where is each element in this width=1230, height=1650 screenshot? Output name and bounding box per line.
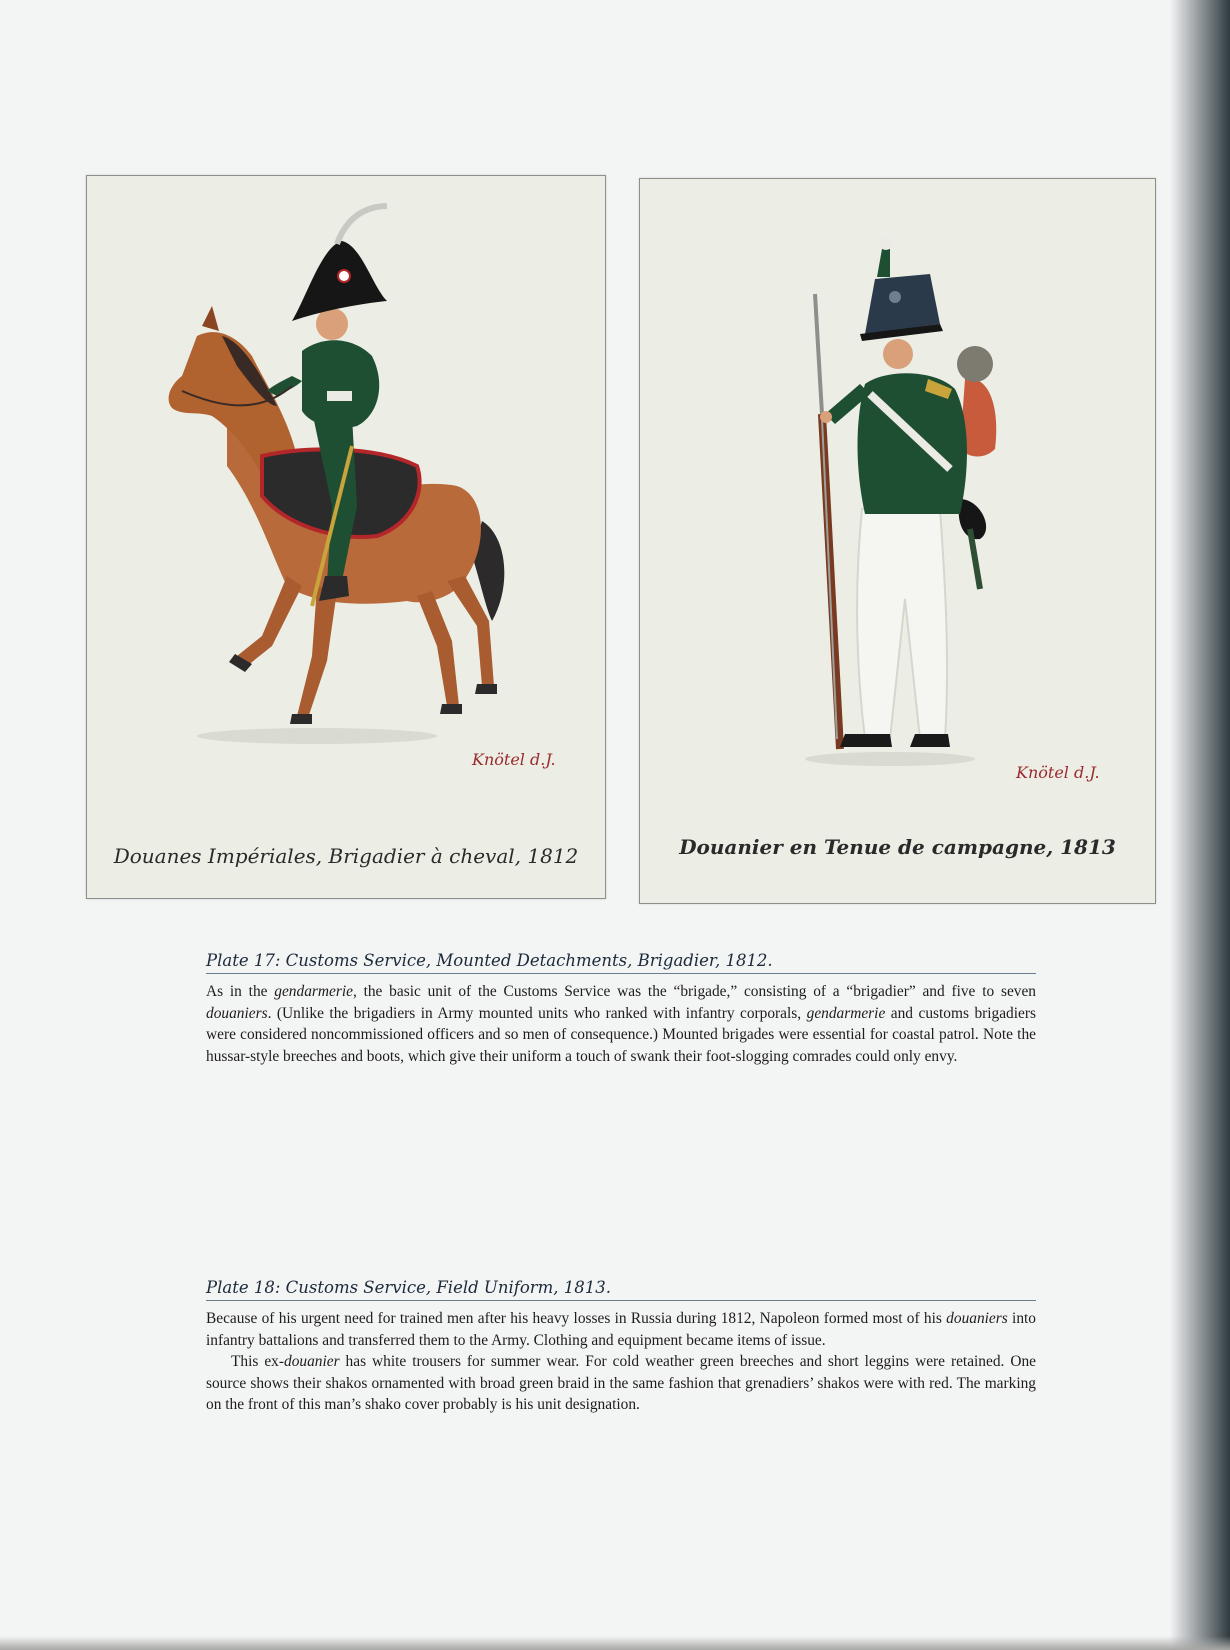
douanier-field-uniform-drawing	[640, 179, 1155, 903]
mounted-brigadier-drawing	[87, 176, 605, 898]
italic-term: douaniers	[946, 1310, 1008, 1327]
italic-term: gendarmerie	[274, 983, 353, 1000]
page-bottom-edge	[0, 1636, 1230, 1650]
book-gutter-shadow	[1170, 0, 1230, 1650]
italic-term: douanier	[284, 1353, 340, 1370]
plate-18-caption-heading: Plate 18: Customs Service, Field Uniform, 1813.	[206, 1278, 1036, 1301]
italic-term: douaniers	[206, 1004, 268, 1022]
plate-17-illustration	[86, 175, 606, 899]
italic-term: gendarmerie	[806, 1004, 886, 1022]
plate-17-caption	[206, 951, 1036, 1067]
artist-signature: Knötel d.J.	[1016, 763, 1100, 782]
caption-paragraph: Because of his urgent need for trained men after his heavy losses in Russia during 1812, Napoleon formed most of his douaniers into infantry battalions and transferred them to the Army. Clothing and equipment became items of issue.	[206, 1310, 1036, 1349]
caption-paragraph: This ex-douanier has white trousers for summer wear. For cold weather green breeches and short leggins were retained. One source shows their shakos ornamented with broad green braid in the same fashion that grenadiers’ shakos were with red. The marking on the front of this man’s shako cover probably is his unit designation.	[206, 1353, 1036, 1413]
plate-17-title: Douanes Impériales, Brigadier à cheval, 1812	[113, 844, 579, 868]
artist-signature: Knötel d.J.	[472, 750, 556, 769]
plate-18-caption	[206, 1278, 1036, 1416]
plate-17-caption-heading: Plate 17: Customs Service, Mounted Detachments, Brigadier, 1812.	[206, 951, 1036, 974]
caption-paragraph: As in the gendarmerie, the basic unit of the Customs Service was the “brigade,” consisting of a “brigadier” and five to seven douaniers. (Unlike the brigadiers in Army mounted units who ranked with infantry corporals, gendarmerie and customs brigadiers were considered noncommissioned officers and so men of consequence.) Mounted brigades were essential for coastal patrol. Note the hussar-style breeches and boots, which give their uniform a touch of swank their foot-slogging comrades could only envy.	[206, 983, 1036, 1065]
plate-18-illustration	[639, 178, 1156, 904]
plate-18-title: Douanier en Tenue de campagne, 1813	[679, 835, 1116, 859]
